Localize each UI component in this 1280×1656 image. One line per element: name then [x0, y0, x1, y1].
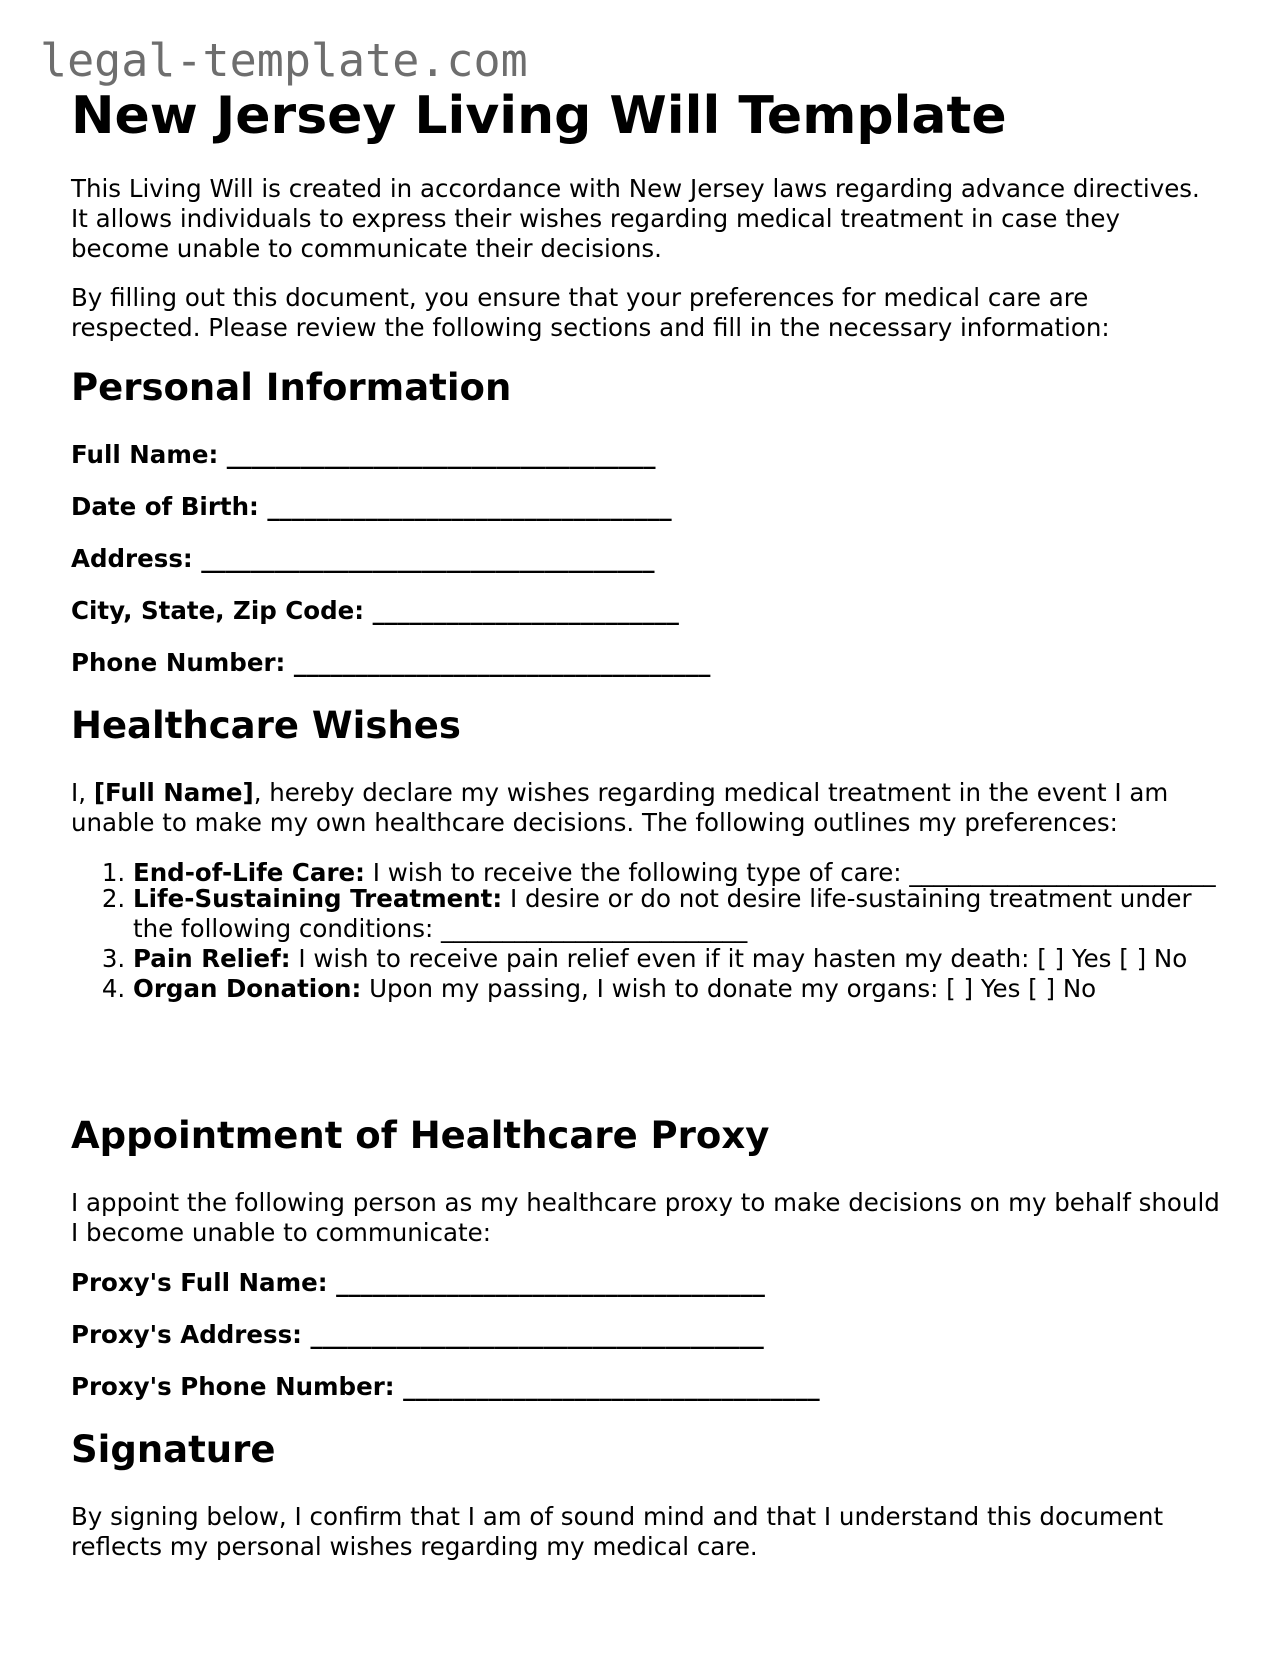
life-sustaining-treatment-text[interactable]: I desire or do not desire life-sustaining treatment under the following conditions: _________________________ [133, 884, 1192, 943]
city-state-zip-label: City, State, Zip Code: [71, 596, 365, 625]
list-item [133, 944, 1221, 974]
watermark-logo: legal-template.com [40, 34, 528, 87]
organ-donation-label: Organ Donation: [133, 974, 362, 1003]
declaration-prefix: I, [71, 778, 94, 807]
life-sustaining-treatment-label: Life-Sustaining Treatment: [133, 884, 503, 913]
declaration-paragraph [71, 778, 1221, 838]
phone-number-field[interactable] [71, 648, 1221, 678]
proxy-full-name-label: Proxy's Full Name: [71, 1268, 328, 1297]
healthcare-wishes-heading: Healthcare Wishes [71, 704, 461, 747]
signature-paragraph: By signing below, I confirm that I am of sound mind and that I understand this document reflects my personal wishes regarding my medical care. [71, 1502, 1164, 1561]
signature-heading: Signature [71, 1428, 276, 1471]
date-of-birth-field[interactable] [71, 492, 1221, 522]
city-state-zip-field[interactable] [71, 596, 1221, 626]
proxy-address-blank[interactable]: _____________________________________ [310, 1320, 764, 1349]
organ-donation-text[interactable]: Upon my passing, I wish to donate my organs: [ ] Yes [ ] No [361, 974, 1097, 1003]
date-of-birth-label: Date of Birth: [71, 492, 259, 521]
end-of-life-care-text[interactable]: I wish to receive the following type of care: _________________________ [364, 858, 1216, 887]
intro-paragraph-2: By filling out this document, you ensure that your preferences for medical care are respected. Please review the following sections and fill in the necessary information: [71, 283, 1110, 342]
phone-number-label: Phone Number: [71, 648, 286, 677]
proxy-full-name-field[interactable] [71, 1268, 1221, 1298]
page-title: New Jersey Living Will Template [71, 86, 1007, 146]
declaration-suffix: , hereby declare my wishes regarding medical treatment in the event I am unable to make my own healthcare decisions. The following outlines my preferences: [71, 778, 1169, 837]
phone-number-blank[interactable]: __________________________________ [293, 648, 711, 677]
pain-relief-label: Pain Relief: [133, 944, 291, 973]
declaration-name-placeholder: [Full Name] [93, 778, 254, 807]
preferences-list [71, 858, 1221, 1004]
proxy-address-label: Proxy's Address: [71, 1320, 302, 1349]
full-name-label: Full Name: [71, 440, 219, 469]
end-of-life-care-label: End-of-Life Care: [133, 858, 365, 887]
proxy-address-field[interactable] [71, 1320, 1221, 1350]
full-name-blank[interactable]: ___________________________________ [226, 440, 656, 469]
proxy-intro-paragraph: I appoint the following person as my healthcare proxy to make decisions on my behalf should I become unable to communicate: [71, 1188, 1220, 1247]
date-of-birth-blank[interactable]: _________________________________ [267, 492, 672, 521]
full-name-field[interactable] [71, 440, 1221, 470]
list-item [133, 884, 1221, 944]
city-state-zip-blank[interactable]: _________________________ [372, 596, 679, 625]
address-blank[interactable]: _____________________________________ [201, 544, 655, 573]
intro-paragraph-1: This Living Will is created in accordance with New Jersey laws regarding advance directives. It allows individuals to express their wishes regarding medical treatment in case they become unable to communicate their decisions. [71, 174, 1200, 263]
address-label: Address: [71, 544, 193, 573]
healthcare-proxy-heading: Appointment of Healthcare Proxy [71, 1114, 770, 1157]
proxy-phone-number-field[interactable] [71, 1372, 1221, 1402]
proxy-phone-number-label: Proxy's Phone Number: [71, 1372, 395, 1401]
list-item [133, 974, 1221, 1004]
personal-info-heading: Personal Information [71, 366, 512, 409]
proxy-full-name-blank[interactable]: ___________________________________ [336, 1268, 765, 1297]
pain-relief-text[interactable]: I wish to receive pain relief even if it may hasten my death: [ ] Yes [ ] No [290, 944, 1188, 973]
proxy-phone-number-blank[interactable]: __________________________________ [403, 1372, 820, 1401]
address-field[interactable] [71, 544, 1221, 574]
